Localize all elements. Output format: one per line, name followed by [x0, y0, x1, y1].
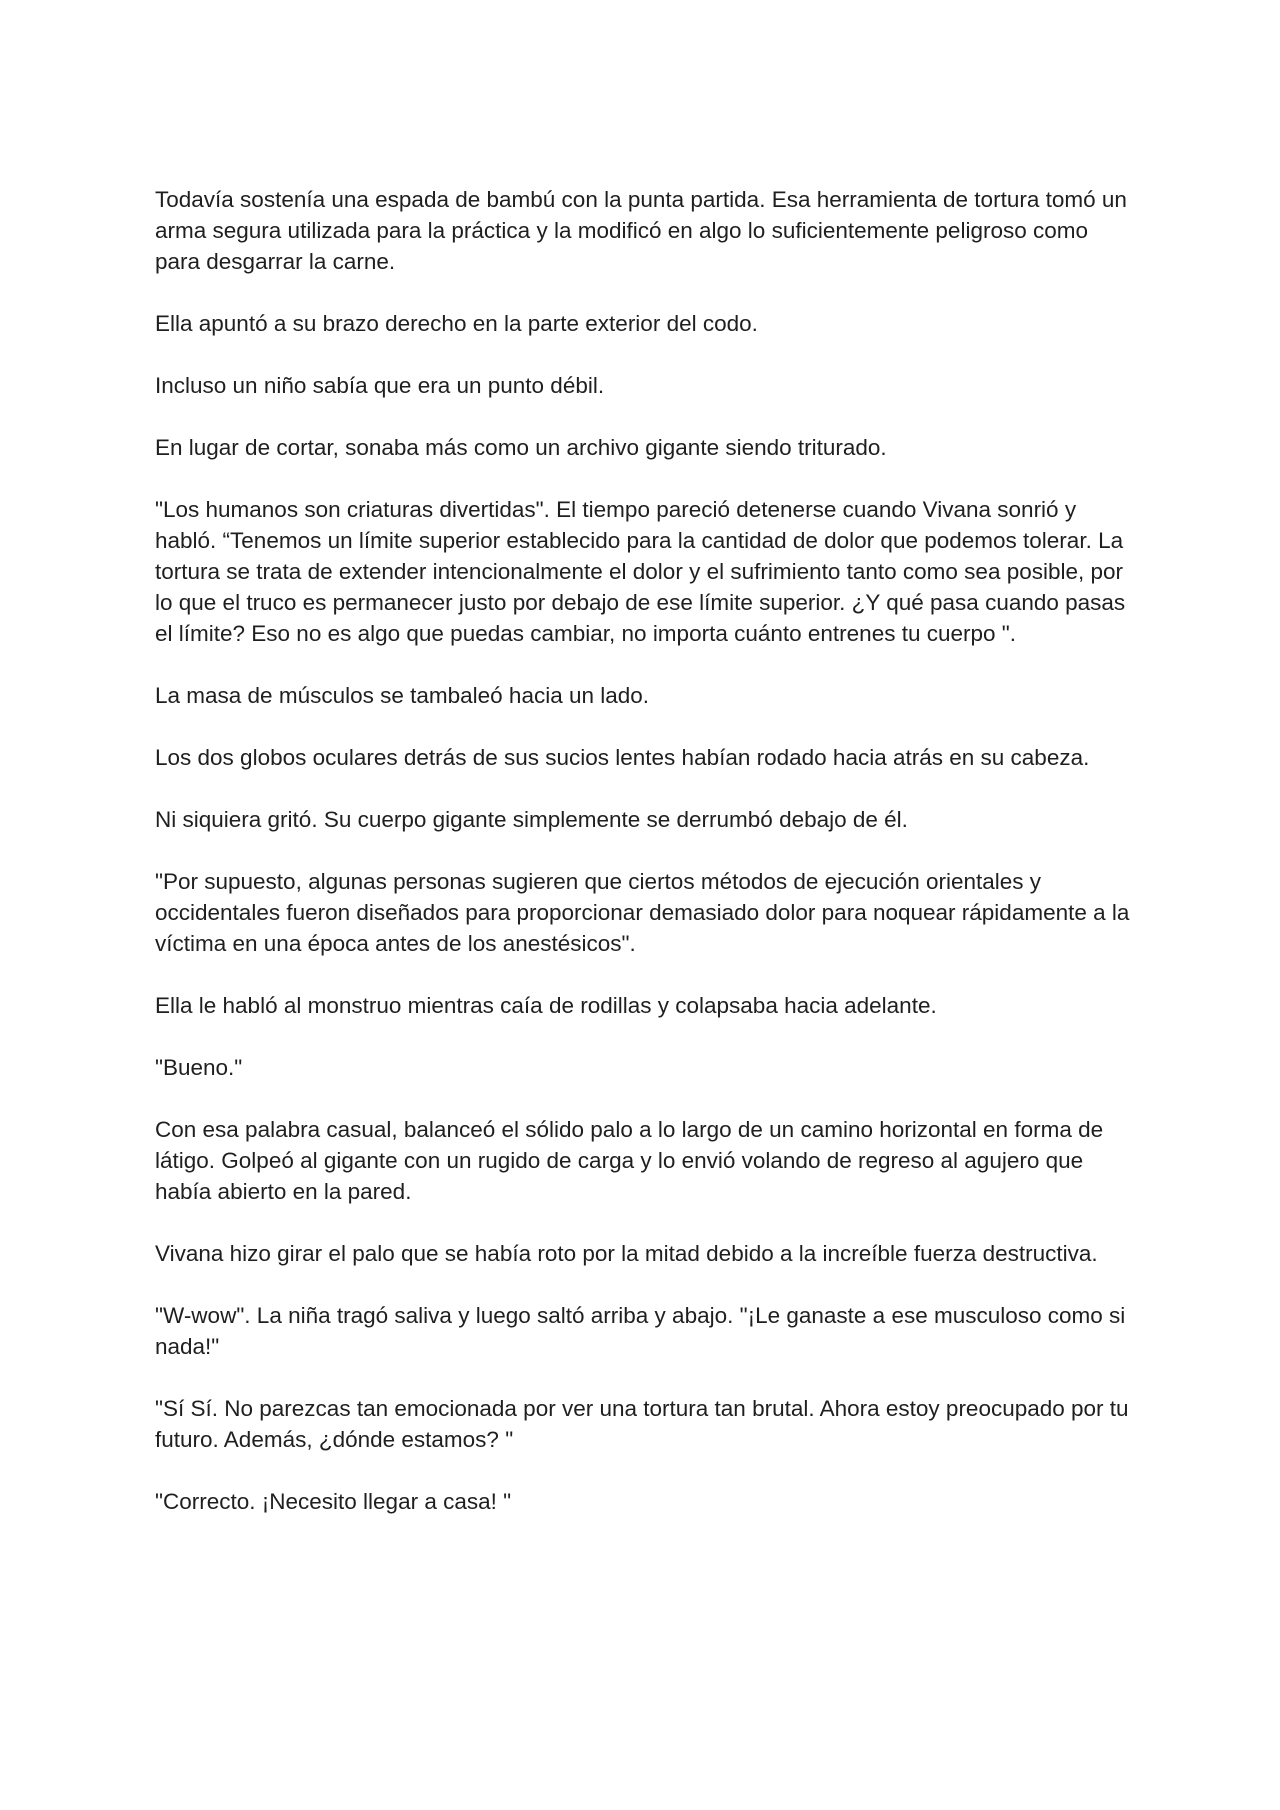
paragraph: Los dos globos oculares detrás de sus sucios lentes habían rodado hacia atrás en su cabeza.: [155, 745, 1090, 770]
paragraph: Vivana hizo girar el palo que se había roto por la mitad debido a la increíble fuerza destructiva.: [155, 1241, 1098, 1266]
document-page: [155, 184, 1135, 1548]
paragraph: Ni siquiera gritó. Su cuerpo gigante simplemente se derrumbó debajo de él.: [155, 807, 908, 832]
paragraph: Todavía sostenía una espada de bambú con la punta partida. Esa herramienta de tortura tomó un arma segura utilizada para la práctica y la modificó en algo lo suficientemente peligroso como para desgarrar la carne.: [155, 187, 1127, 274]
paragraph: Con esa palabra casual, balanceó el sólido palo a lo largo de un camino horizontal en forma de látigo. Golpeó al gigante con un rugido de carga y lo envió volando de regreso al agujero que había abierto en la pared.: [155, 1117, 1104, 1204]
paragraph: "Sí Sí. No parezcas tan emocionada por ver una tortura tan brutal. Ahora estoy preocupado por tu futuro. Además, ¿dónde estamos? ": [155, 1396, 1129, 1452]
paragraph: En lugar de cortar, sonaba más como un archivo gigante siendo triturado.: [155, 435, 887, 460]
paragraph: Ella apuntó a su brazo derecho en la parte exterior del codo.: [155, 311, 758, 336]
paragraph: "Bueno.": [155, 1055, 243, 1080]
paragraph: Incluso un niño sabía que era un punto débil.: [155, 373, 605, 398]
paragraph: "Los humanos son criaturas divertidas". El tiempo pareció detenerse cuando Vivana sonrió y habló. “Tenemos un límite superior establecido para la cantidad de dolor que podemos tolerar. La tortura se trata de extender intencionalmente el dolor y el sufrimiento tanto como sea posible, por lo que el truco es permanecer justo por debajo de ese límite superior. ¿Y qué pasa cuando pasas el límite? Eso no es algo que puedas cambiar, no importa cuánto entrenes tu cuerpo ".: [155, 497, 1126, 646]
paragraph: "W-wow". La niña tragó saliva y luego saltó arriba y abajo. "¡Le ganaste a ese musculoso como si nada!": [155, 1303, 1126, 1359]
paragraph: Ella le habló al monstruo mientras caía de rodillas y colapsaba hacia adelante.: [155, 993, 937, 1018]
paragraph: "Correcto. ¡Necesito llegar a casa! ": [155, 1489, 512, 1514]
paragraph: "Por supuesto, algunas personas sugieren que ciertos métodos de ejecución orientales y occidentales fueron diseñados para proporcionar demasiado dolor para noquear rápidamente a la víctima en una época antes de los anestésicos".: [155, 869, 1130, 956]
paragraph: La masa de músculos se tambaleó hacia un lado.: [155, 683, 650, 708]
